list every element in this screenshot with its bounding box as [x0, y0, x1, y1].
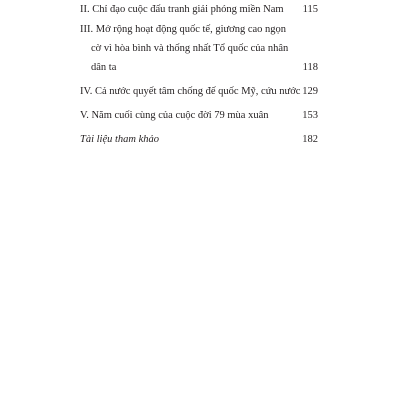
- table-of-contents: [80, 0, 320, 149]
- toc-entry-page: 115: [302, 4, 318, 15]
- toc-entry-title: II. Chỉ đạo cuộc đấu tranh giải phóng miền Nam: [80, 4, 284, 15]
- toc-entry[interactable]: [80, 0, 320, 19]
- toc-entry[interactable]: [80, 20, 320, 77]
- toc-entry-page: 182: [302, 134, 318, 145]
- toc-entry-page: 129: [302, 86, 318, 97]
- toc-entry[interactable]: [80, 82, 320, 101]
- toc-entry-page: 153: [302, 110, 318, 121]
- toc-entry-page: 118: [302, 62, 318, 73]
- toc-entry-title: Tài liệu tham khảo: [80, 134, 160, 145]
- toc-entry[interactable]: [80, 106, 320, 125]
- toc-entry-title: V. Năm cuối cùng của cuộc đời 79 mùa xuân: [80, 110, 269, 121]
- toc-entry[interactable]: [80, 130, 320, 149]
- toc-entry-title: IV. Cả nước quyết tâm chống đế quốc Mỹ, cứu nước: [80, 86, 301, 97]
- toc-entry-title: III. Mở rộng hoạt động quốc tế, giương cao ngọn cờ vì hòa bình và thống nhất Tổ quốc của nhân dân ta: [80, 24, 289, 73]
